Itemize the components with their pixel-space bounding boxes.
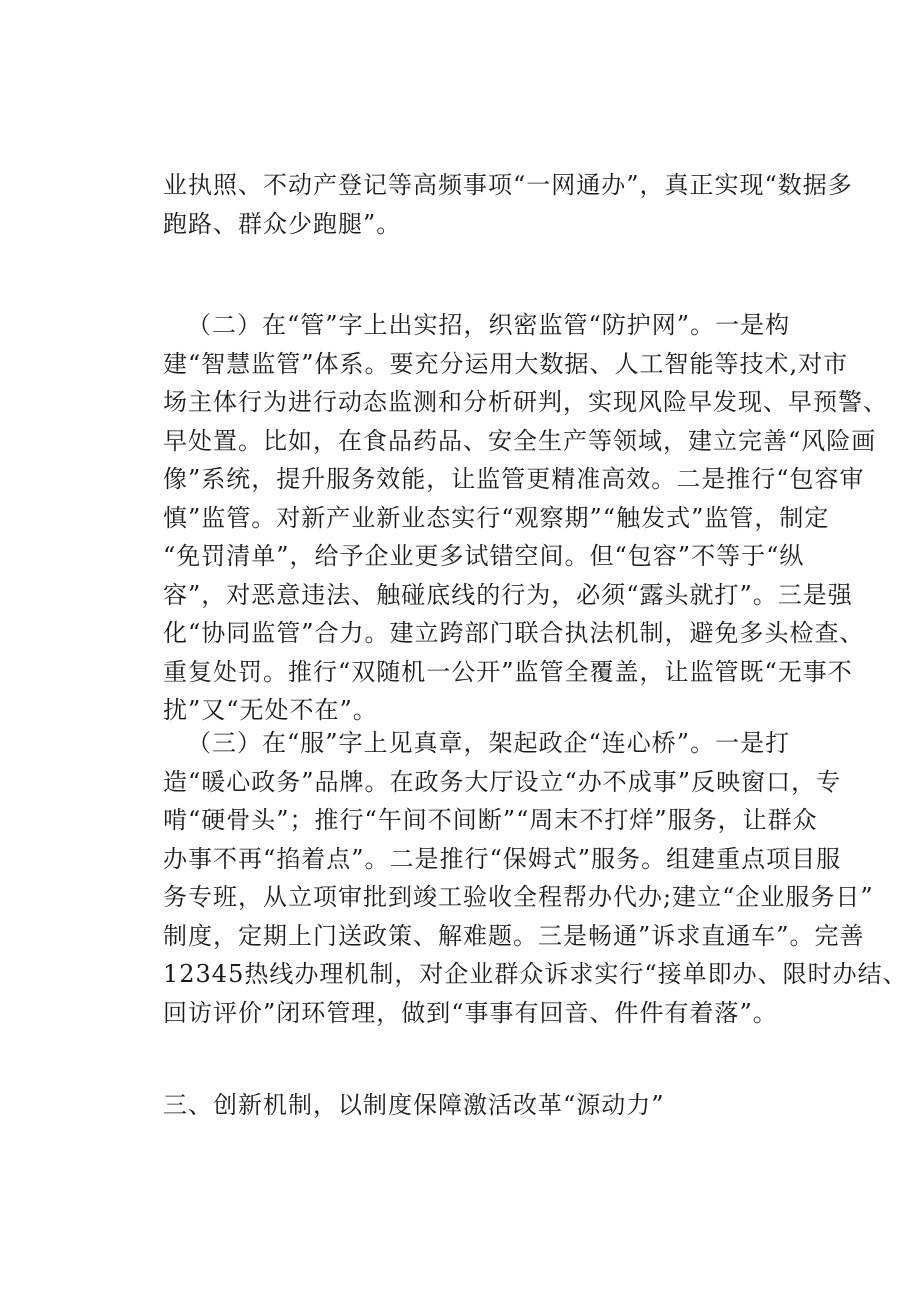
text-line: 场主体行为进行动态监测和分析研判，实现风险早发现、早预警、	[163, 388, 888, 416]
text-line: 慎”监管。对新产业新业态实行“观察期”“触发式”监管，制定	[163, 503, 830, 532]
text-line: 化“协同监管”合力。建立跨部门联合执法机制，避免多头检查、	[163, 619, 865, 647]
text-line: “免罚清单”，给予企业更多试错空间。但“包容”不等于“纵	[163, 542, 805, 570]
text-line: 办事不再“掐着点”。二是推行“保姆式”服务。组建重点项目服	[163, 844, 842, 873]
section-heading-text: 三、创新机制，以制度保障激活改革“源动力”	[163, 1091, 665, 1119]
text-line: 容”，对恶意违法、触碰底线的行为，必须“露头就打”。三是强	[163, 580, 853, 609]
text-line: 制度，定期上门送政策、解难题。三是畅通”诉求直通车”。完善	[163, 921, 865, 950]
paragraph-continuation	[163, 166, 853, 243]
text-line: 务专班，从立项审批到竣工验收全程帮办代办;建立“企业服务日”	[163, 883, 874, 911]
paragraph-regulation	[163, 306, 888, 730]
text-line: 早处置。比如，在食品药品、安全生产等领域，建立完善“风险画	[163, 426, 877, 455]
text-line: 扰”又“无处不在”。	[163, 696, 378, 724]
text-line: （三）在“服”字上见真章，架起政企“连心桥”。一是打	[187, 729, 791, 757]
text-line: 重复处罚。推行“双随机一公开”监管全覆盖，让监管既“无事不	[163, 657, 853, 686]
text-line: 12345热线办理机制，对企业群众诉求实行“接单即办、限时办结、	[163, 960, 908, 988]
text-line: 像”系统，提升服务效能，让监管更精准高效。二是推行“包容审	[163, 465, 865, 493]
text-line: 建“智慧监管”体系。要充分运用大数据、人工智能等技术,对市	[163, 349, 849, 378]
text-line: 跑路、群众少跑腿”。	[163, 209, 402, 238]
text-line: 回访评价”闭环管理，做到“事事有回音、件件有着落”。	[163, 998, 778, 1027]
text-line: 啃“硬骨头”；推行“午间不间断”“周末不打烊”服务，让群众	[163, 806, 818, 834]
text-line: 业执照、不动产登记等高频事项“一网通办”，真正实现“数据多	[163, 171, 853, 199]
paragraph-service	[163, 724, 908, 1032]
text-line: 造“暖心政务”品牌。在政务大厅设立“办不成事”反映窗口，专	[163, 767, 842, 796]
section-heading	[163, 1086, 763, 1125]
text-line: （二）在“管”字上出实招，织密监管“防护网”。一是构	[187, 311, 791, 339]
